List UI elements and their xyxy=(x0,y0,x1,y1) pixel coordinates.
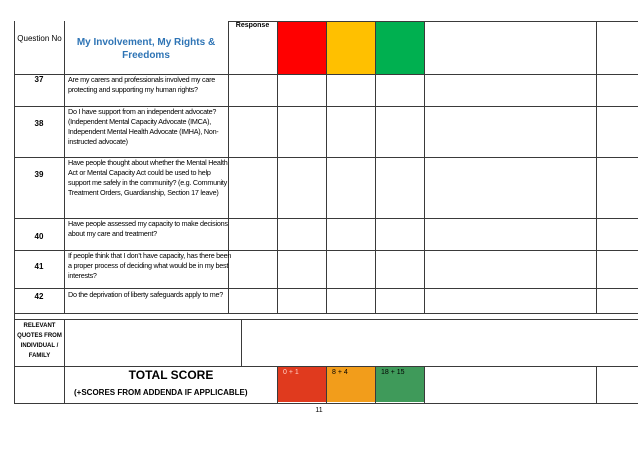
question-text: Have people thought about whether the Mental Health Act or Mental Capacity Act could be used to help support me safely in the community? (e.g. Community Treatment Orders, Guardianship, Section 17 leave) xyxy=(68,158,228,197)
grid-line xyxy=(424,21,425,313)
grid-line xyxy=(277,21,278,313)
grid-line xyxy=(596,366,597,404)
grid-line xyxy=(596,21,597,313)
grid-line xyxy=(375,366,376,404)
question-number: 42 xyxy=(34,292,44,301)
total-score-subtitle xyxy=(74,388,278,397)
grid-line xyxy=(326,21,327,313)
grid-line xyxy=(241,319,242,366)
page-number xyxy=(300,407,338,414)
grid-line xyxy=(14,319,638,320)
question-text: If people think that I don’t have capacity, has there been a proper process of deciding what would be in my best interests? xyxy=(68,251,232,280)
grid-line xyxy=(326,366,327,404)
total-score-title xyxy=(64,368,278,382)
green-response-header xyxy=(376,22,424,74)
grid-line xyxy=(64,319,65,404)
section-title xyxy=(68,36,224,62)
amber-response-header xyxy=(327,22,375,74)
question-text: Have people assessed my capacity to make decisions about my care and treatment? xyxy=(68,219,228,238)
question-number: 41 xyxy=(34,262,44,271)
question-number: 40 xyxy=(34,232,44,241)
grid-line xyxy=(424,366,425,404)
response-header xyxy=(228,22,277,29)
green-score-range: 18 + 15 xyxy=(381,369,405,376)
total-score-text: TOTAL SCORE xyxy=(128,368,214,382)
grid-line xyxy=(228,21,638,22)
question-number: 39 xyxy=(34,170,44,179)
question-no-label: Question No xyxy=(17,34,62,43)
relevant-quotes-text: RELEVANT QUOTES FROM INDIVIDUAL / FAMILY xyxy=(17,323,62,359)
red-response-header xyxy=(278,22,326,74)
question-number: 38 xyxy=(34,119,44,128)
question-no-header xyxy=(15,33,64,45)
question-text: Do I have support from an independent advocate? (Independent Mental Capacity Advocate (IMCA), Independent Mental Health Advocate (IMHA), Non-instructed advocate) xyxy=(68,107,219,146)
question-text: Are my carers and professionals involved my care protecting and supporting my human rights? xyxy=(68,75,215,94)
amber-score-range: 8 + 4 xyxy=(332,369,348,376)
question-number: 37 xyxy=(34,75,44,84)
response-label: Response xyxy=(235,22,270,29)
relevant-quotes-label xyxy=(15,321,64,361)
grid-line xyxy=(375,21,376,313)
red-score-range: 0 + 1 xyxy=(283,369,299,376)
question-text: Do the deprivation of liberty safeguards apply to me? xyxy=(68,290,223,299)
section-title-text: My Involvement, My Rights & Freedoms xyxy=(76,37,216,61)
page-number-text: 11 xyxy=(315,407,323,414)
total-score-subtitle-text: (+SCORES FROM ADDENDA IF APPLICABLE) xyxy=(74,388,248,397)
grid-line xyxy=(64,21,65,313)
grid-line xyxy=(14,313,638,314)
